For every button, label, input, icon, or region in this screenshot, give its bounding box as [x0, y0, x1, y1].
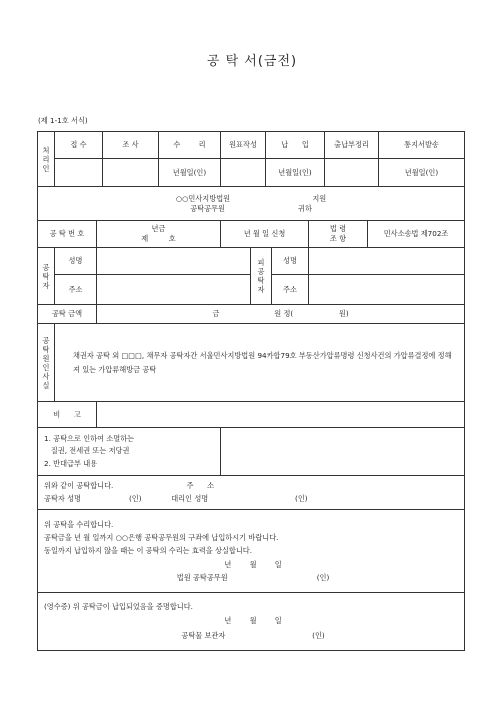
depositor-address-label: 주소	[55, 275, 97, 305]
depositor-address-field	[97, 275, 251, 305]
header-investigate: 조 사	[103, 132, 159, 159]
cell-investigate	[103, 159, 159, 187]
receipt-proof-keeper: 공탁물 보관자 (인)	[181, 630, 325, 640]
receipt-proof-date: 년 월 일	[224, 616, 282, 626]
depositor-name-field	[97, 248, 251, 275]
declaration-line2: 공탁자 성명 (인) 대리인 성명 (인)	[44, 493, 308, 503]
depositee-address-field	[309, 275, 465, 305]
depositee-side-label: 피 공 탁 자	[251, 248, 272, 305]
cell-ledger	[325, 159, 379, 187]
receipt-proof-line1: (영수증) 위 공탁금이 납입되었음을 증명합니다.	[44, 601, 193, 611]
remarks-label: 비 고	[38, 402, 97, 428]
form-number: (제 1-1호 서식)	[38, 116, 88, 125]
cell-accept-date: 년월일(인)	[159, 159, 221, 187]
deposit-number-value: 년금 제 호	[97, 221, 221, 248]
deposit-form-table	[37, 186, 465, 651]
depositor-side-label: 공 탁 자	[38, 248, 55, 305]
processor-side-label: 처 리 인	[38, 132, 55, 187]
processing-table	[37, 131, 465, 187]
cause-side-label: 공 탁 원 인 사 실	[38, 324, 55, 402]
declaration-cell	[38, 476, 465, 510]
acceptance-official: 법원 공탁공무원 (인)	[176, 572, 330, 582]
remarks-field	[97, 402, 465, 428]
depositee-name-field	[309, 248, 465, 275]
header-ledger: 출납부정리	[325, 132, 379, 159]
declaration-line1: 위와 같이 공탁합니다. 주 소	[44, 480, 215, 490]
header-notice: 통지서발송	[379, 132, 465, 159]
deposit-number-label: 공 탁 번 호	[38, 221, 97, 248]
header-original: 원표작성	[221, 132, 266, 159]
amount-label: 공탁 금액	[38, 305, 97, 324]
cell-original	[221, 159, 266, 187]
depositee-address-label: 주소	[272, 275, 309, 305]
header-receive: 접 수	[55, 132, 103, 159]
cell-receive	[55, 159, 103, 187]
application-date: 년 월 일 신청	[221, 221, 309, 248]
acceptance-date: 년 월 일	[224, 559, 282, 569]
header-payment: 납 입	[266, 132, 325, 159]
receipt-proof-cell	[38, 593, 465, 651]
depositee-name-label: 성명	[272, 248, 309, 275]
acceptance-line2: 공탁금을 년 월 일까지 ○○은행 공탁공무원의 구좌에 납입하시기 바랍니다.	[44, 533, 279, 543]
header-accept: 수 리	[159, 132, 221, 159]
extinguished-rights-field	[221, 428, 465, 476]
form-title: 공 탁 서(금전)	[206, 54, 298, 69]
court-official: 공탁공무원 귀하	[190, 203, 312, 213]
acceptance-cell	[38, 510, 465, 593]
depositor-name-label: 성명	[55, 248, 97, 275]
amount-value: 금 원 정( 원)	[97, 305, 465, 324]
court-name: ○○민사지방법원 지원	[175, 193, 327, 203]
cell-notice-date: 년월일(인)	[379, 159, 465, 187]
law-value: 민사소송법 제702조	[368, 221, 465, 248]
law-label: 법 령 조 항	[309, 221, 368, 248]
court-cell	[38, 187, 465, 221]
cell-payment-date: 년월일(인)	[266, 159, 325, 187]
cause-text: 채권자 공탁 외 □□□, 채무자 공탁자간 서울민사지방법원 94카합79호 부동산가압류명령 신청사건의 가압류결정에 정해져 있는 가압류해방금 공탁	[55, 324, 465, 402]
acceptance-line1: 위 공탁을 수리합니다.	[44, 519, 114, 529]
acceptance-line3: 동일까지 납입하지 않을 때는 이 공탁의 수리는 효력을 상실합니다.	[44, 546, 253, 556]
extinguished-rights: 1. 공탁으로 인하여 소멸하는 질권, 전세권 또는 저당권 2. 반대급부 내용	[38, 428, 221, 476]
